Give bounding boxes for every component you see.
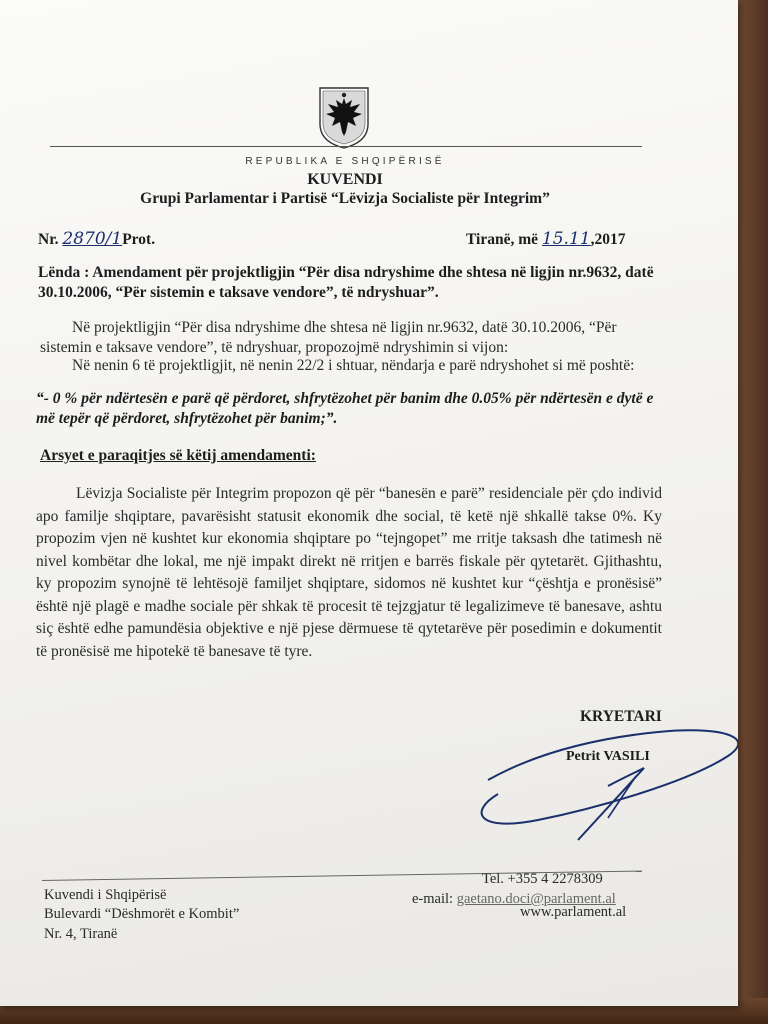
email-link[interactable]: gaetano.doci@parlament.al [456,891,616,907]
date-year: ,2017 [590,231,626,248]
signatory-title: KRYETARI [580,708,662,725]
handwritten-date: 15.11 [541,229,591,249]
republic-heading: REPUBLIKA E SHQIPËRISË [245,156,445,167]
intro-paragraph: Në projektligjin “Për disa ndryshime dhe shtesa në ligjin nr.9632, datë 30.10.2006, “Për sistemin e taksave vendore”, të ndryshuar, propozojmë ndryshimin si vijon: [40,319,617,356]
handwritten-protocol-number: 2870/1 [62,229,123,249]
article-paragraph: Në nenin 6 të projektligjit, në nenin 22/2 i shtuar, nëndarja e parë ndryshohet si më poshtë: [72,357,635,374]
header-rule [50,146,642,147]
institution-heading: KUVENDI [307,171,383,188]
protocol-number [38,229,155,249]
footer-website-link[interactable]: www.parlament.al [520,904,627,920]
date-prefix: Tiranë, më [466,231,539,248]
handwritten-signature [458,722,738,842]
reasons-heading: Arsyet e paraqitjes së këtij amendamenti: [40,447,316,464]
reasons-paragraph: Lëvizja Socialiste për Integrim propozon që për “banesën e parë” residenciale për çdo individ apo familje shqiptare, pavarësisht statusit ekonomik dhe social, të ketë një shkallë takse 0%. Ky propozim vjen në kushtet kur ekonomia shqiptare po “tejngopet” me rritje taksash dhe tatimesh në nivel kombëtar dhe lokal, me një impakt direkt në rritjen e barrës fiskale për qytetarët. Gjithashtu, ky propozim synojnë të lehtësojë familjet shqiptare, sidomos në kushtet kur “çështja e pronësisë” është një plagë e madhe sociale për shkak të procesit të tejzgjatur të legalizimeve të banesave, ashtu siç është edhe pamundësia objektive e një pjese dërmuese të qytetarëve për posedimin e dokumentit të pronësisë me hipotekë të banesave të tyre. [36,485,662,660]
footer-address-line-3: Nr. 4, Tiranë [44,926,118,942]
subject-line: Lënda : Amendament për projektligjin “Për disa ndryshime dhe shtesa në ligjin nr.9632, datë 30.10.2006, “Për sistemin e taksave vendore”, të ndryshuar”. [38,264,654,301]
footer-telephone: Tel. +355 4 2278309 [482,871,603,887]
signatory-name: Petrit VASILI [566,749,650,764]
parliamentary-group-heading: Grupi Parlamentar i Partisë “Lëvizja Socialiste për Integrim” [140,190,550,207]
nr-label: Nr. [38,231,59,248]
prot-label: Prot. [122,231,156,248]
email-label: e-mail: [412,891,454,907]
footer-address-line-2: Bulevardi “Dëshmorët e Kombit” [44,906,240,922]
footer-address-line-1: Kuvendi i Shqipërisë [44,887,167,903]
albanian-eagle-emblem-icon [316,84,372,150]
amendment-quote: “- 0 % për ndërtesën e parë që përdoret, shfrytëzohet për banim dhe 0.05% për ndërtesën e dytë e më tepër që përdoret, shfrytëzohet për banim;”. [36,390,654,427]
document-date [466,229,625,249]
